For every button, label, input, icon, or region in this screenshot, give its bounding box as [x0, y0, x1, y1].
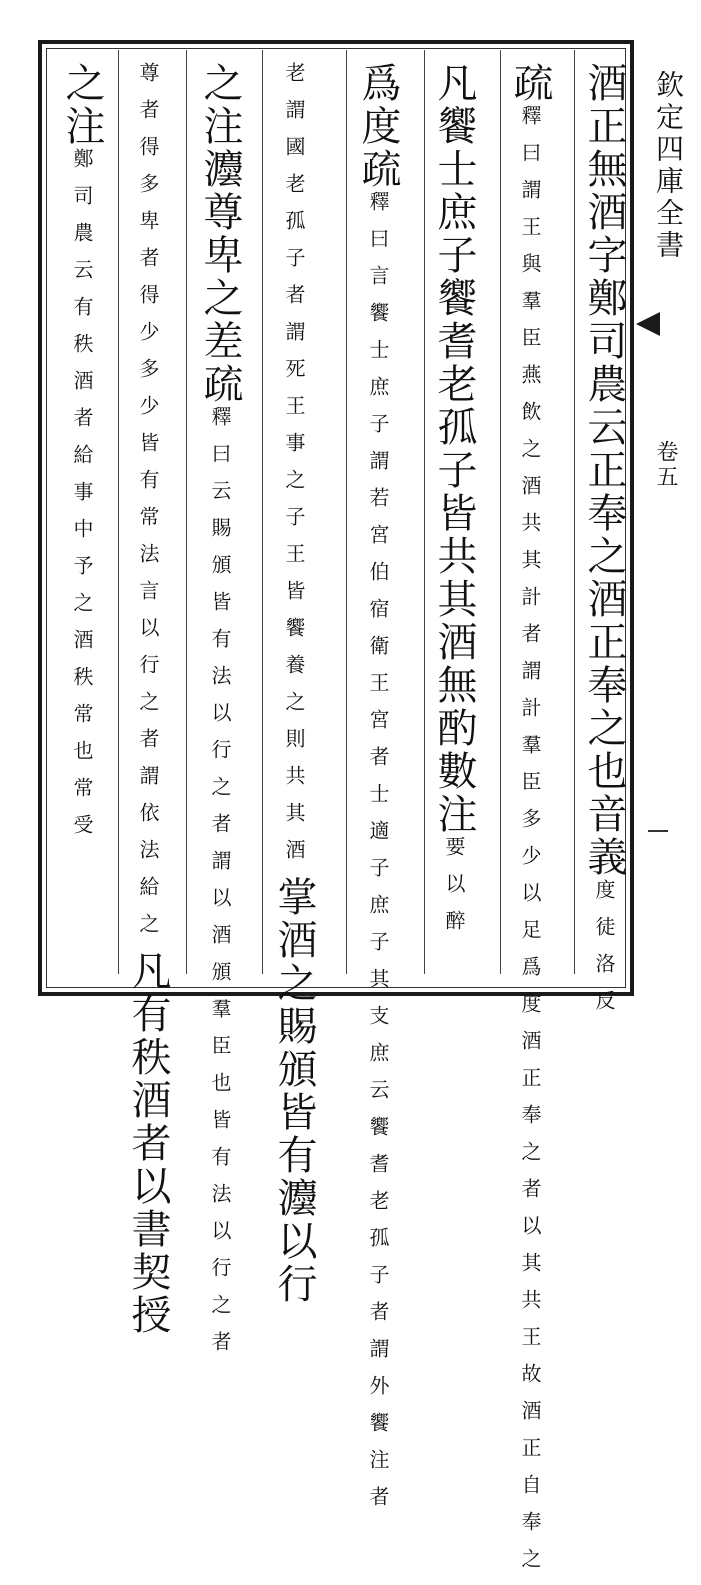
main-text: 酒正無酒字鄭司農云正奉之酒正奉之也音義: [581, 62, 627, 879]
text-column-6: [197, 62, 243, 1368]
text-column-5: [271, 62, 317, 1306]
main-text: 疏: [197, 363, 243, 406]
annotation-text: 釋曰謂王與羣臣燕飲之酒共其計者謂計羣臣多少以足爲度酒正奉之者以其共王故酒正自奉之: [518, 105, 542, 1585]
column-rule: [346, 50, 347, 974]
text-column-3: [431, 62, 477, 947]
text-column-1: [581, 62, 627, 1027]
column-rule: [186, 50, 187, 974]
column-rule: [262, 50, 263, 974]
main-text: 爲度: [355, 62, 401, 148]
main-text: 灋尊卑之差: [197, 148, 243, 363]
annotation-text: 老謂國老孤子者謂死王事之子王皆饗養之則共其酒: [282, 62, 306, 876]
text-column-7: [125, 62, 171, 1337]
annotation-text: 釋曰言饗士庶子謂若宮伯宿衛王宮者士適子庶子其支庶云饗耆老孤子者謂外饗注者: [366, 191, 390, 1523]
juan-number: 卷五: [653, 440, 678, 490]
annotation-text: 要以醉: [442, 836, 466, 947]
main-text: 注: [431, 793, 477, 836]
main-text: 掌酒之賜頒皆有灋以行: [271, 876, 317, 1306]
book-title: 欽定四庫全書: [652, 70, 685, 262]
annotation-text: 度徒洛反: [592, 879, 616, 1027]
text-column-2: [507, 62, 553, 1585]
column-rule: [500, 50, 501, 974]
text-column-8: [59, 62, 105, 851]
main-text: 注: [197, 105, 243, 148]
column-rule: [574, 50, 575, 974]
main-text: 凡饗士庶子饗耆老孤子皆共其酒無酌數: [431, 62, 477, 793]
annotation-text: 尊者得多卑者得少多少皆有常法言以行之者謂依法給之: [136, 62, 160, 950]
main-text: 疏: [507, 62, 553, 105]
main-text: 疏: [355, 148, 401, 191]
margin-tick: [648, 830, 668, 832]
main-text: 之: [197, 62, 243, 105]
main-text: 注: [59, 105, 105, 148]
annotation-text: 鄭司農云有秩酒者給事中予之酒秩常也常受: [70, 148, 94, 851]
main-text: 凡有秩酒者以書契授: [125, 950, 171, 1337]
text-column-4: [355, 62, 401, 1523]
column-rule: [424, 50, 425, 974]
main-text: 之: [59, 62, 105, 105]
fishtail-mark: [636, 312, 660, 336]
annotation-text: 釋曰云賜頒皆有法以行之者謂以酒頒羣臣也皆有法以行之者: [208, 406, 232, 1368]
column-rule: [118, 50, 119, 974]
